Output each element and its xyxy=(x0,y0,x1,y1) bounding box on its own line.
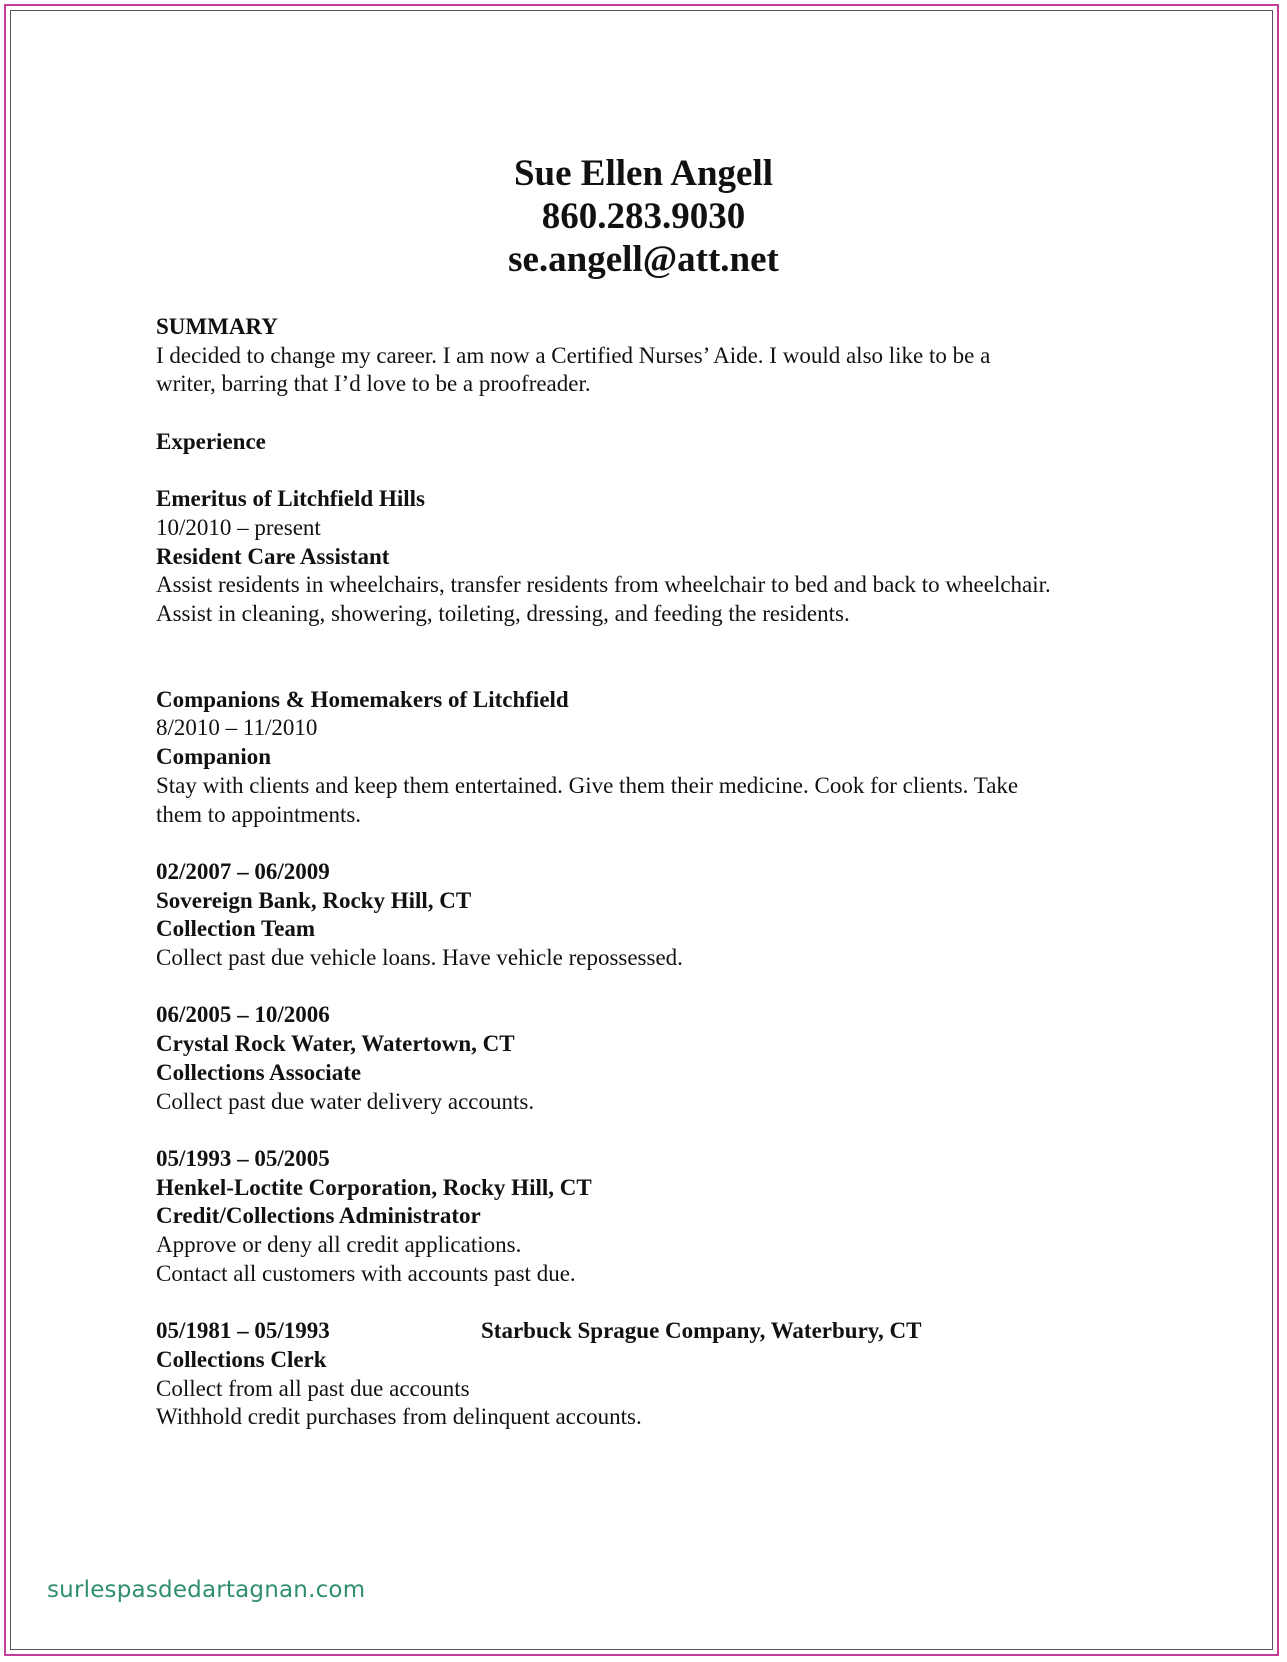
resume-body xyxy=(156,313,1156,1432)
job-company: Crystal Rock Water, Watertown, CT xyxy=(156,1031,515,1057)
job-dates: 02/2007 – 06/2009 xyxy=(156,858,330,884)
summary-heading: SUMMARY xyxy=(156,314,278,339)
applicant-email: se.angell@att.net xyxy=(508,239,779,280)
job-description: Collect past due water delivery accounts. xyxy=(156,1088,535,1114)
job-description: Withhold credit purchases from delinquent accounts. xyxy=(156,1404,642,1430)
job-description: Collect past due vehicle loans. Have vehicle repossessed. xyxy=(156,945,683,971)
applicant-name: Sue Ellen Angell xyxy=(513,153,774,194)
job-title: Companion xyxy=(156,744,272,770)
job-description: Collect from all past due accounts xyxy=(156,1375,470,1401)
job-description: Assist in cleaning, showering, toileting, dressing, and feeding the residents. xyxy=(156,601,850,626)
job-dates: 06/2005 – 10/2006 xyxy=(156,1002,330,1028)
job-entry xyxy=(156,858,1156,973)
job-description: Stay with clients and keep them entertained. Give them their medicine. Cook for clients. Take xyxy=(156,772,1019,798)
job-entry xyxy=(156,1145,1156,1289)
job-title: Credit/Collections Administrator xyxy=(156,1203,481,1229)
job-title: Collection Team xyxy=(156,916,316,942)
summary-line: I decided to change my career. I am now a Certified Nurses’ Aide. I would also like to be a xyxy=(156,342,991,368)
job-company: Companions & Homemakers of Litchfield xyxy=(156,686,569,712)
applicant-phone: 860.283.9030 xyxy=(541,196,746,237)
job-description: Approve or deny all credit applications. xyxy=(156,1232,522,1258)
job-dates: 8/2010 – 11/2010 xyxy=(156,715,318,741)
job-description: them to appointments. xyxy=(156,801,362,827)
job-title: Resident Care Assistant xyxy=(156,543,390,569)
job-description: Assist residents in wheelchairs, transfer residents from wheelchair to bed and back to wheelchair. xyxy=(156,572,1051,598)
job-entry xyxy=(156,1317,1156,1432)
job-entry xyxy=(156,1001,1156,1116)
job-dates: 05/1993 – 05/2005 xyxy=(156,1145,330,1171)
experience-heading: Experience xyxy=(156,428,266,454)
job-title: Collections Clerk xyxy=(156,1346,327,1372)
job-dates-company-row xyxy=(156,1317,1156,1346)
watermark-text: surlespasdedartagnan.com xyxy=(47,1577,366,1603)
job-entry xyxy=(156,686,1156,830)
job-company: Starbuck Sprague Company, Waterbury, CT xyxy=(481,1318,922,1344)
job-company: Emeritus of Litchfield Hills xyxy=(156,486,425,512)
job-company: Sovereign Bank, Rocky Hill, CT xyxy=(156,887,472,913)
summary-line: writer, barring that I’d love to be a proofreader. xyxy=(156,371,591,397)
job-dates: 10/2010 – present xyxy=(156,514,321,540)
job-title: Collections Associate xyxy=(156,1059,362,1085)
resume-header xyxy=(0,152,1287,281)
job-dates: 05/1981 – 05/1993 xyxy=(156,1318,330,1344)
job-description: Contact all customers with accounts past due. xyxy=(156,1260,576,1286)
job-company: Henkel-Loctite Corporation, Rocky Hill, CT xyxy=(156,1174,592,1200)
job-entry xyxy=(156,485,1156,629)
